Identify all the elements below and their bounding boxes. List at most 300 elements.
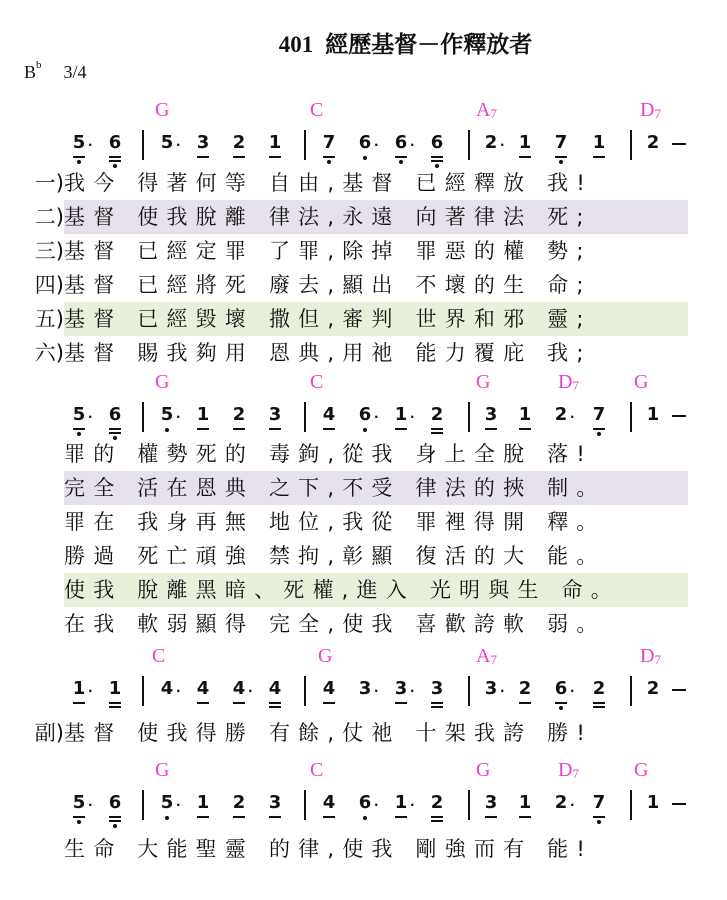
lower-octave-dot	[363, 156, 367, 160]
note-digit: 3	[430, 678, 444, 699]
underline-eighth	[323, 816, 335, 818]
note-digit: 4	[322, 404, 336, 425]
lyric-line	[24, 200, 592, 234]
lyric-line	[24, 573, 620, 607]
jianpu-note	[358, 678, 379, 699]
underline-sixteenth	[109, 706, 121, 708]
jianpu-note	[430, 680, 444, 698]
lower-octave-dot	[77, 820, 81, 824]
lower-octave-dot	[363, 816, 367, 820]
note-digit: 1	[394, 792, 408, 813]
note-digit: 2	[646, 132, 660, 153]
underline-eighth	[519, 816, 531, 818]
augmentation-dot: ·	[374, 138, 379, 152]
underline-eighth	[109, 428, 121, 430]
underline-eighth	[73, 428, 85, 430]
note-digit: 6	[358, 792, 372, 813]
note-digit: 6	[108, 404, 122, 425]
underline-sixteenth	[109, 432, 121, 434]
chord-name: G	[155, 371, 170, 393]
note-digit: 1	[646, 404, 660, 425]
jianpu-note	[232, 794, 246, 812]
lyric-text: 罪的 權勢死的 毒鉤,從我 身上全脫 落!	[64, 442, 593, 466]
lower-octave-dot	[363, 428, 367, 432]
chord-name: C	[310, 371, 324, 393]
lower-octave-dot	[77, 160, 81, 164]
chord-name: G	[476, 759, 491, 781]
jianpu-note	[484, 406, 498, 424]
jianpu-note	[484, 678, 505, 699]
underline-eighth	[395, 428, 407, 430]
jianpu-note	[430, 794, 444, 812]
note-digit: 6	[108, 792, 122, 813]
chord-symbol	[634, 760, 648, 780]
jianpu-note	[160, 404, 181, 425]
note-digit: 2	[484, 132, 498, 153]
jianpu-note	[592, 134, 606, 152]
note-digit: 5	[160, 792, 174, 813]
underline-eighth	[485, 428, 497, 430]
underline-eighth	[485, 816, 497, 818]
underline-eighth	[197, 428, 209, 430]
underline-eighth	[109, 816, 121, 818]
time-signature: 3/4	[63, 62, 87, 82]
bar-line	[304, 402, 306, 432]
jianpu-note	[518, 406, 532, 424]
lyric-text: 在我 軟弱顯得 完全,使我 喜歡誇軟 弱。	[64, 612, 606, 636]
underline-eighth	[233, 156, 245, 158]
underline-eighth	[73, 156, 85, 158]
note-digit: 4	[232, 678, 246, 699]
note-digit: 1	[196, 792, 210, 813]
chord-symbol	[318, 646, 332, 666]
note-digit: 1	[592, 132, 606, 153]
key-signature	[24, 59, 87, 83]
jianpu-note	[108, 406, 122, 424]
jianpu-note	[358, 404, 379, 425]
bar-line	[630, 790, 632, 820]
note-digit: 2	[232, 404, 246, 425]
note-digit: 5	[72, 792, 86, 813]
augmentation-dot: ·	[410, 684, 415, 698]
underline-eighth	[109, 702, 121, 704]
chord-symbol	[640, 100, 661, 120]
jianpu-note	[72, 132, 93, 153]
note-digit: 6	[358, 404, 372, 425]
lyric-text: 生命 大能聖靈 的律,使我 剛強而有 能!	[64, 837, 593, 861]
chord-symbol	[155, 372, 169, 392]
augmentation-dot: ·	[410, 410, 415, 424]
hold-dash	[672, 143, 686, 145]
jianpu-note	[72, 678, 93, 699]
chord-name: G	[476, 371, 491, 393]
augmentation-dot: ·	[374, 798, 379, 812]
bar-line	[468, 790, 470, 820]
underline-eighth	[197, 156, 209, 158]
key-name: B	[24, 62, 37, 82]
underline-eighth	[593, 428, 605, 430]
lyric-text: 基督 賜我夠用 恩典,用祂 能力覆庇 我;	[64, 341, 592, 365]
verse-label: 副)	[34, 721, 64, 745]
lyric-line	[24, 607, 606, 641]
hymn-title-text: 經歷基督－作釋放者	[325, 32, 533, 58]
hold-dash	[672, 803, 686, 805]
underline-eighth	[519, 702, 531, 704]
augmentation-dot: ·	[500, 138, 505, 152]
note-digit: 7	[554, 132, 568, 153]
jianpu-note	[394, 132, 415, 153]
chord-symbol	[640, 646, 661, 666]
chord-name: A	[476, 645, 491, 667]
augmentation-dot: ·	[410, 138, 415, 152]
lyric-text: 完全 活在恩典 之下,不受 律法的挾 制。	[64, 476, 606, 500]
augmentation-dot: ·	[248, 684, 253, 698]
note-digit: 2	[554, 404, 568, 425]
note-digit: 3	[484, 792, 498, 813]
augmentation-dot: ·	[374, 684, 379, 698]
underline-eighth	[323, 156, 335, 158]
chord-name: C	[310, 759, 324, 781]
chord-symbol	[558, 372, 579, 392]
jianpu-note	[108, 134, 122, 152]
jianpu-note	[268, 680, 282, 698]
augmentation-dot: ·	[570, 798, 575, 812]
note-digit: 1	[394, 404, 408, 425]
lyric-text: 基督 已經將死 廢去,顯出 不壞的生 命;	[64, 273, 592, 297]
underline-eighth	[73, 816, 85, 818]
chord-name: A	[476, 99, 491, 121]
jianpu-note	[268, 794, 282, 812]
note-digit: 3	[484, 404, 498, 425]
note-digit: 2	[232, 132, 246, 153]
underline-eighth	[269, 816, 281, 818]
jianpu-note	[108, 794, 122, 812]
jianpu-note	[232, 678, 253, 699]
underline-eighth	[519, 428, 531, 430]
key-accidental: b	[36, 59, 42, 71]
augmentation-dot: ·	[88, 410, 93, 424]
underline-sixteenth	[431, 706, 443, 708]
jianpu-note	[484, 794, 498, 812]
lyric-line	[24, 471, 606, 505]
underline-eighth	[269, 702, 281, 704]
bar-line	[630, 130, 632, 160]
jianpu-note	[196, 794, 210, 812]
note-digit: 1	[268, 132, 282, 153]
underline-eighth	[395, 156, 407, 158]
jianpu-note	[518, 794, 532, 812]
lyric-text: 基督 已經定罪 了罪,除掉 罪惡的權 勢;	[64, 239, 592, 263]
underline-eighth	[555, 702, 567, 704]
augmentation-dot: ·	[500, 684, 505, 698]
underline-eighth	[197, 816, 209, 818]
underline-sixteenth	[431, 820, 443, 822]
note-digit: 4	[196, 678, 210, 699]
note-digit: 6	[554, 678, 568, 699]
augmentation-dot: ·	[88, 798, 93, 812]
note-digit: 7	[322, 132, 336, 153]
underline-eighth	[431, 156, 443, 158]
jianpu-note	[484, 132, 505, 153]
lower-octave-dot	[597, 432, 601, 436]
lyric-line	[24, 302, 592, 336]
augmentation-dot: ·	[410, 798, 415, 812]
note-digit: 3	[268, 792, 282, 813]
underline-sixteenth	[269, 706, 281, 708]
jianpu-note	[554, 792, 575, 813]
note-digit: 2	[430, 792, 444, 813]
chord-symbol	[155, 760, 169, 780]
jianpu-note	[268, 134, 282, 152]
augmentation-dot: ·	[176, 138, 181, 152]
chord-symbol	[155, 100, 169, 120]
lyric-text: 基督 使我脫離 律法,永遠 向著律法 死;	[64, 205, 592, 229]
lyric-line	[24, 539, 606, 573]
underline-eighth	[269, 156, 281, 158]
chord-symbol	[310, 760, 323, 780]
underline-eighth	[395, 702, 407, 704]
jianpu-note	[72, 404, 93, 425]
note-digit: 1	[518, 132, 532, 153]
chord-name: G	[634, 371, 649, 393]
underline-eighth	[593, 156, 605, 158]
chord-extension: 7	[490, 652, 497, 667]
note-digit: 1	[72, 678, 86, 699]
bar-line	[142, 790, 144, 820]
lyric-text: 罪在 我身再無 地位,我從 罪裡得開 釋。	[64, 510, 606, 534]
jianpu-note	[394, 792, 415, 813]
note-digit: 2	[592, 678, 606, 699]
lower-octave-dot	[597, 820, 601, 824]
lyric-text: 基督 已經毀壞 撒但,審判 世界和邪 靈;	[64, 307, 592, 331]
jianpu-note	[196, 134, 210, 152]
bar-line	[468, 676, 470, 706]
jianpu-note	[322, 680, 336, 698]
jianpu-note	[592, 406, 606, 424]
note-digit: 6	[108, 132, 122, 153]
jianpu-note	[554, 134, 568, 152]
jianpu-note	[394, 404, 415, 425]
jianpu-note	[518, 134, 532, 152]
bar-line	[142, 676, 144, 706]
chord-name: D	[558, 371, 573, 393]
verse-label: 四)	[34, 273, 64, 297]
bar-line	[304, 676, 306, 706]
lower-octave-dot	[559, 706, 563, 710]
note-digit: 1	[518, 404, 532, 425]
note-digit: 1	[196, 404, 210, 425]
underline-eighth	[269, 428, 281, 430]
note-digit: 5	[72, 132, 86, 153]
note-digit: 6	[430, 132, 444, 153]
lyric-line	[24, 336, 592, 370]
underline-sixteenth	[109, 160, 121, 162]
chord-extension: 7	[654, 652, 661, 667]
chord-extension: 7	[654, 106, 661, 121]
note-digit: 4	[268, 678, 282, 699]
jianpu-note	[322, 794, 336, 812]
jianpu-note	[322, 134, 336, 152]
lyric-line	[24, 505, 606, 539]
jianpu-note	[646, 680, 660, 698]
note-digit: 2	[430, 404, 444, 425]
lower-octave-dot	[559, 160, 563, 164]
jianpu-note	[268, 406, 282, 424]
lower-octave-dot	[165, 428, 169, 432]
bar-line	[304, 790, 306, 820]
jianpu-note	[394, 678, 415, 699]
augmentation-dot: ·	[374, 410, 379, 424]
lower-octave-dot	[399, 160, 403, 164]
chord-extension: 7	[490, 106, 497, 121]
jianpu-note	[646, 134, 660, 152]
augmentation-dot: ·	[88, 684, 93, 698]
chord-name: G	[155, 759, 170, 781]
note-digit: 2	[554, 792, 568, 813]
jianpu-note	[430, 134, 444, 152]
underline-eighth	[109, 156, 121, 158]
note-digit: 3	[196, 132, 210, 153]
note-digit: 4	[160, 678, 174, 699]
lyric-text: 使我 脫離黑暗、死權,進入 光明與生 命。	[64, 578, 620, 602]
note-digit: 3	[394, 678, 408, 699]
jianpu-note	[358, 132, 379, 153]
lyric-line	[24, 268, 592, 302]
underline-sixteenth	[431, 432, 443, 434]
underline-eighth	[197, 702, 209, 704]
note-digit: 3	[484, 678, 498, 699]
lyric-line	[24, 716, 593, 750]
chord-symbol	[310, 100, 323, 120]
jianpu-note	[322, 406, 336, 424]
hymn-title	[0, 26, 727, 59]
bar-line	[304, 130, 306, 160]
note-digit: 6	[394, 132, 408, 153]
lyric-line	[24, 234, 592, 268]
verse-label: 五)	[34, 307, 64, 331]
jianpu-note	[554, 404, 575, 425]
underline-sixteenth	[431, 160, 443, 162]
chord-name: D	[640, 645, 655, 667]
underline-eighth	[519, 156, 531, 158]
hold-dash	[672, 415, 686, 417]
augmentation-dot: ·	[176, 684, 181, 698]
lower-octave-dot	[113, 824, 117, 828]
note-digit: 1	[518, 792, 532, 813]
augmentation-dot: ·	[176, 798, 181, 812]
chord-name: G	[155, 99, 170, 121]
jianpu-note	[160, 678, 181, 699]
jianpu-note	[196, 406, 210, 424]
jianpu-note	[358, 792, 379, 813]
note-digit: 4	[322, 678, 336, 699]
underline-eighth	[323, 702, 335, 704]
jianpu-note	[646, 794, 660, 812]
jianpu-note	[196, 680, 210, 698]
jianpu-note	[108, 680, 122, 698]
augmentation-dot: ·	[570, 410, 575, 424]
chord-symbol	[476, 372, 490, 392]
augmentation-dot: ·	[88, 138, 93, 152]
bar-line	[630, 676, 632, 706]
lyric-text: 基督 使我得勝 有餘,仗祂 十架我誇 勝!	[64, 721, 593, 745]
note-digit: 7	[592, 792, 606, 813]
chord-symbol	[558, 760, 579, 780]
jianpu-note	[232, 406, 246, 424]
note-digit: 7	[592, 404, 606, 425]
underline-sixteenth	[109, 820, 121, 822]
note-digit: 2	[232, 792, 246, 813]
chord-extension: 7	[572, 766, 579, 781]
underline-eighth	[431, 702, 443, 704]
underline-eighth	[323, 428, 335, 430]
underline-eighth	[555, 156, 567, 158]
verse-label: 一)	[34, 171, 64, 195]
underline-sixteenth	[593, 706, 605, 708]
note-digit: 1	[646, 792, 660, 813]
underline-eighth	[593, 702, 605, 704]
jianpu-note	[554, 678, 575, 699]
note-digit: 2	[518, 678, 532, 699]
jianpu-note	[592, 680, 606, 698]
verse-label: 二)	[34, 205, 64, 229]
jianpu-note	[592, 794, 606, 812]
bar-line	[142, 402, 144, 432]
chord-symbol	[476, 100, 497, 120]
underline-eighth	[73, 702, 85, 704]
lyric-line	[24, 166, 593, 200]
note-digit: 1	[108, 678, 122, 699]
augmentation-dot: ·	[570, 684, 575, 698]
note-digit: 3	[268, 404, 282, 425]
lower-octave-dot	[327, 160, 331, 164]
chord-name: D	[640, 99, 655, 121]
bar-line	[468, 402, 470, 432]
lyric-text: 我今 得著何等 自由,基督 已經釋放 我!	[64, 171, 593, 195]
chord-extension: 7	[572, 378, 579, 393]
note-digit: 6	[358, 132, 372, 153]
bar-line	[468, 130, 470, 160]
chord-name: G	[634, 759, 649, 781]
verse-label: 三)	[34, 239, 64, 263]
underline-eighth	[395, 816, 407, 818]
underline-eighth	[233, 816, 245, 818]
jianpu-note	[430, 406, 444, 424]
lyric-line	[24, 832, 593, 866]
jianpu-note	[160, 792, 181, 813]
chord-name: D	[558, 759, 573, 781]
lower-octave-dot	[77, 432, 81, 436]
jianpu-note	[232, 134, 246, 152]
augmentation-dot: ·	[176, 410, 181, 424]
chord-name: C	[152, 645, 166, 667]
underline-eighth	[431, 428, 443, 430]
lyric-text: 勝過 死亡頑強 禁拘,彰顯 復活的大 能。	[64, 544, 606, 568]
bar-line	[142, 130, 144, 160]
chord-symbol	[634, 372, 648, 392]
note-digit: 5	[72, 404, 86, 425]
underline-eighth	[593, 816, 605, 818]
note-digit: 4	[322, 792, 336, 813]
hymn-number: 401	[278, 32, 314, 57]
jianpu-note	[646, 406, 660, 424]
note-digit: 5	[160, 404, 174, 425]
chord-symbol	[152, 646, 165, 666]
note-digit: 5	[160, 132, 174, 153]
jianpu-note	[518, 680, 532, 698]
bar-line	[630, 402, 632, 432]
underline-eighth	[233, 702, 245, 704]
